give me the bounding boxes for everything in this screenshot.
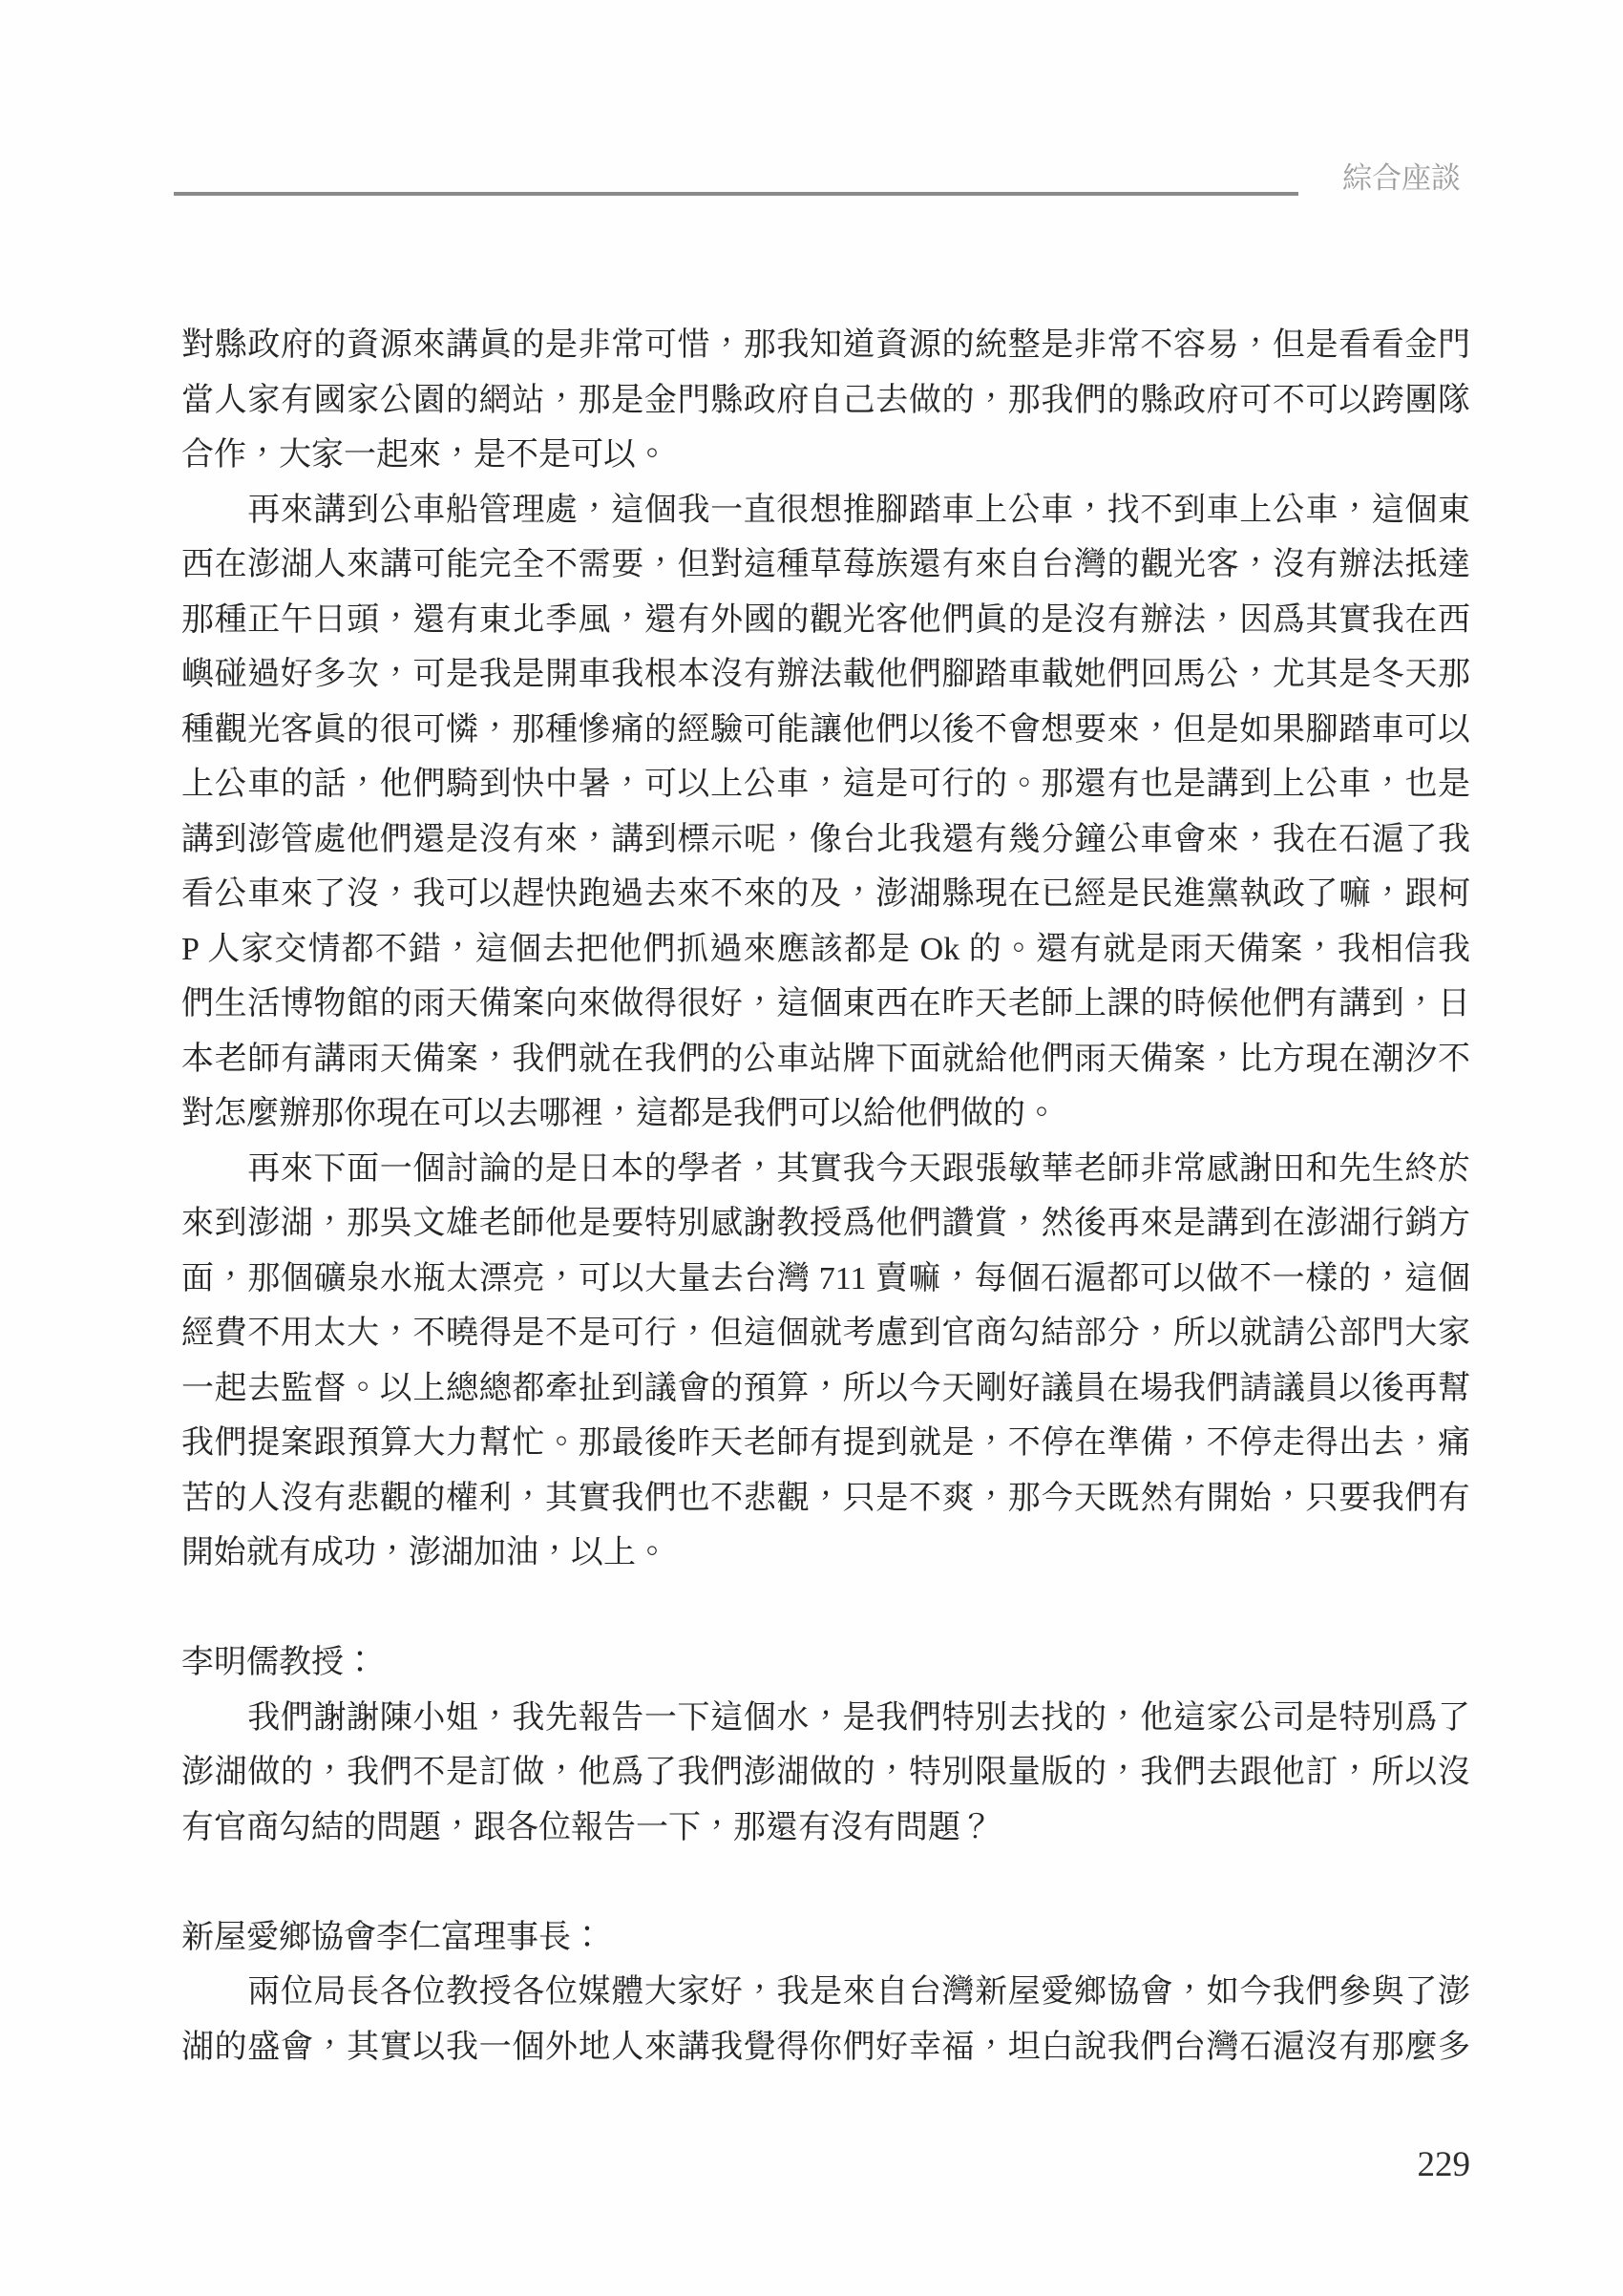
page-body (181, 318, 1470, 2075)
paragraph-gap (181, 1855, 1470, 1910)
header-rule (174, 192, 1298, 196)
text-line: 兩位局長各位教授各位媒體大家好，我是來自台灣新屋愛鄉協會，如今我們參與了澎 (181, 1974, 1470, 2010)
speaker-heading: 新屋愛鄉協會李仁富理事長： (181, 1919, 603, 1955)
text-line: 對怎麼辦那你現在可以去哪裡，這都是我們可以給他們做的。 (181, 1096, 1058, 1131)
paragraph (181, 483, 1470, 1142)
paragraph (181, 1142, 1470, 1581)
text-line: 湖的盛會，其實以我一個外地人來講我覺得你們好幸福，坦白說我們台灣石滬沒有那麼多 (181, 2029, 1470, 2065)
text-line: 對縣政府的資源來講眞的是非常可惜，那我知道資源的統整是非常不容易，但是看看金門 (181, 327, 1470, 363)
text-line: 再來下面一個討論的是日本的學者，其實我今天跟張敏華老師非常感謝田和先生終於 (181, 1150, 1470, 1187)
text-line: 種觀光客眞的很可憐，那種慘痛的經驗可能讓他們以後不會想要來，但是如果腳踏車可以 (181, 711, 1470, 748)
text-line: 我們提案跟預算大力幫忙。那最後昨天老師有提到就是，不停在準備，不停走得出去，痛 (181, 1425, 1470, 1461)
page-number: 229 (1417, 2145, 1470, 2184)
text-line: 面，那個礦泉水瓶太漂亮，可以大量去台灣 711 賣嘛，每個石滬都可以做不一樣的，這個 (181, 1260, 1470, 1296)
section-header: 綜合座談 (1342, 161, 1461, 195)
text-line: 嶼碰過好多次，可是我是開車我根本沒有辦法載他們腳踏車載她們回馬公，尤其是冬天那 (181, 657, 1470, 692)
text-line: 講到澎管處他們還是沒有來，講到標示呢，像台北我還有幾分鐘公車會來，我在石滬了我 (181, 821, 1470, 857)
text-line: 合作，大家一起來，是不是可以。 (181, 437, 668, 473)
text-line: 有官商勾結的問題，跟各位報告一下，那還有沒有問題？ (181, 1809, 993, 1845)
text-line: P 人家交情都不錯，這個去把他們抓過來應該都是 Ok 的。還有就是雨天備案，我相信我 (181, 931, 1470, 967)
text-line: 再來講到公車船管理處，這個我一直很想推腳踏車上公車，找不到車上公車，這個東 (181, 492, 1470, 528)
speaker-heading: 李明儒教授： (181, 1645, 376, 1680)
text-line: 澎湖做的，我們不是訂做，他爲了我們澎湖做的，特別限量版的，我們去跟他訂，所以沒 (181, 1755, 1470, 1790)
text-line: 上公車的話，他們騎到快中暑，可以上公車，這是可行的。那還有也是講到上公車，也是 (181, 767, 1470, 802)
text-line: 苦的人沒有悲觀的權利，其實我們也不悲觀，只是不爽，那今天既然有開始，只要我們有 (181, 1480, 1470, 1516)
text-line: 來到澎湖，那吳文雄老師他是要特別感謝教授爲他們讚賞，然後再來是講到在澎湖行銷方 (181, 1206, 1470, 1241)
text-line: 經費不用太大，不曉得是不是可行，但這個就考慮到官商勾結部分，所以就請公部門大家 (181, 1316, 1470, 1351)
paragraph (181, 318, 1470, 483)
paragraph-gap (181, 1581, 1470, 1636)
text-line: 當人家有國家公園的網站，那是金門縣政府自己去做的，那我們的縣政府可不可以跨團隊 (181, 382, 1470, 418)
text-line: 看公車來了沒，我可以趕快跑過去來不來的及，澎湖縣現在已經是民進黨執政了嘛，跟柯 (181, 876, 1470, 912)
text-line: 西在澎湖人來講可能完全不需要，但對這種草莓族還有來自台灣的觀光客，沒有辦法抵達 (181, 547, 1470, 582)
text-line: 本老師有講雨天備案，我們就在我們的公車站牌下面就給他們雨天備案，比方現在潮汐不 (181, 1041, 1470, 1077)
text-line: 那種正午日頭，還有東北季風，還有外國的觀光客他們眞的是沒有辦法，因爲其實我在西 (181, 601, 1470, 638)
text-line: 們生活博物館的雨天備案向來做得很好，這個東西在昨天老師上課的時候他們有講到，日 (181, 986, 1470, 1022)
text-line: 一起去監督。以上總總都牽扯到議會的預算，所以今天剛好議員在場我們請議員以後再幫 (181, 1370, 1470, 1406)
text-line: 我們謝謝陳小姐，我先報告一下這個水，是我們特別去找的，他這家公司是特別爲了 (181, 1699, 1470, 1736)
text-line: 開始就有成功，澎湖加油，以上。 (181, 1535, 668, 1570)
paragraph (181, 1965, 1470, 2075)
paragraph (181, 1691, 1470, 1856)
